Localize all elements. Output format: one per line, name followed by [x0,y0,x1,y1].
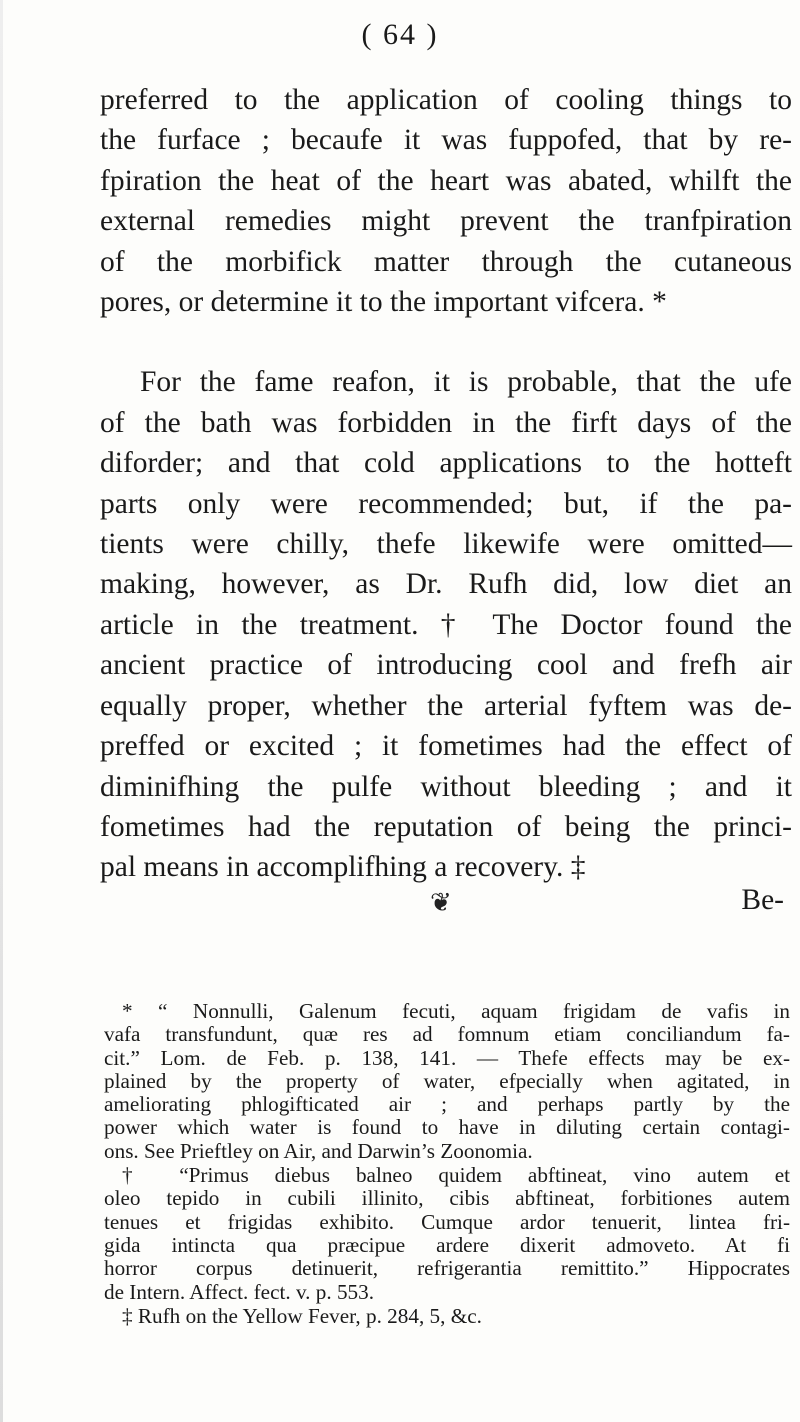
text-line: article in the treatment. † The Doctor found the [100,608,792,641]
text-line: the furface ; becaufe it was fuppofed, that by re- [100,124,792,157]
text-line: pal means in accomplifhing a recovery. ‡ [100,851,586,884]
footnotes [104,1000,790,1328]
footnote-line: * “ Nonnulli, Galenum fecuti, aquam frigidam de vafis in [122,999,790,1023]
text-line: parts only were recommended; but, if the pa- [100,487,792,520]
text-line: of the morbifick matter through the cutaneous [100,245,792,278]
text-line: fometimes had the reputation of being the princi- [100,810,792,843]
page-edge-shadow [0,0,3,1422]
footnote-line: gida intincta qua præcipue ardere dixerit admoveto. At fi [104,1232,790,1257]
paragraph [100,80,792,322]
text-line: diforder; and that cold applications to the hotteft [100,447,792,480]
footnote-line: vafa transfundunt, quæ res ad fomnum etiam conciliandum fa- [104,1022,790,1047]
footnote-line: horror corpus detinuerit, refrigerantia remittito.” Hippocrates [104,1256,790,1281]
text-line: tients were chilly, thefe likewife were omitted— [100,528,792,561]
footnote-line: tenues et frigidas exhibito. Cumque ardor tenuerit, lintea fri- [104,1209,790,1234]
footnote-line: de Intern. Affect. fect. v. p. 553. [104,1279,375,1304]
footnote-line: ons. See Prieftley on Air, and Darwin’s Zoonomia. [104,1138,533,1163]
text-line: external remedies might prevent the tranfpiration [100,205,792,238]
footnote-line: oleo tepido in cubili illinito, cibis abftineat, forbitiones autem [104,1186,790,1211]
footnote-line: cit.” Lom. de Feb. p. 138, 141. — Thefe effects may be ex- [104,1045,790,1070]
text-line: making, however, as Dr. Rufh did, low diet an [100,568,792,601]
text-line: pores, or determine it to the important vifcera. * [100,286,667,319]
text-line: of the bath was forbidden in the firft days of the [100,406,792,439]
paragraph [100,362,792,887]
page-number: ( 64 ) [361,18,439,51]
text-line: fpiration the heat of the heart was abated, whilft the [100,164,792,197]
footnote-line: † “Primus diebus balneo quidem abftineat, vino autem et [122,1163,790,1188]
footnote-line: ‡ Rufh on the Yellow Fever, p. 284, 5, &c. [122,1303,482,1328]
text-line: For the fame reafon, it is probable, that the ufe [140,366,792,399]
footnote-line: plained by the property of water, efpecially when agitated, in [104,1068,790,1093]
text-line: diminifhing the pulfe without bleeding ; and it [100,770,792,803]
footnote [104,1164,790,1304]
main-text [100,80,792,924]
footnote-line: power which water is found to have in diluting certain contagi- [104,1115,790,1140]
text-line: equally proper, whether the arterial fyftem was de- [100,689,792,722]
text-line: ancient practice of introducing cool and frefh air [100,649,792,682]
footnote [104,1305,790,1328]
footnote-line: ameliorating phlogifticated air ; and perhaps partly by the [104,1092,790,1117]
printer-ornament-icon: ❦ [430,887,452,917]
catchword-row [100,883,792,924]
text-line: preferred to the application of cooling things to [100,84,792,116]
footnote [104,1000,790,1163]
catchword: Be- [741,883,784,916]
text-line: preffed or excited ; it fometimes had the effect of [100,730,792,763]
